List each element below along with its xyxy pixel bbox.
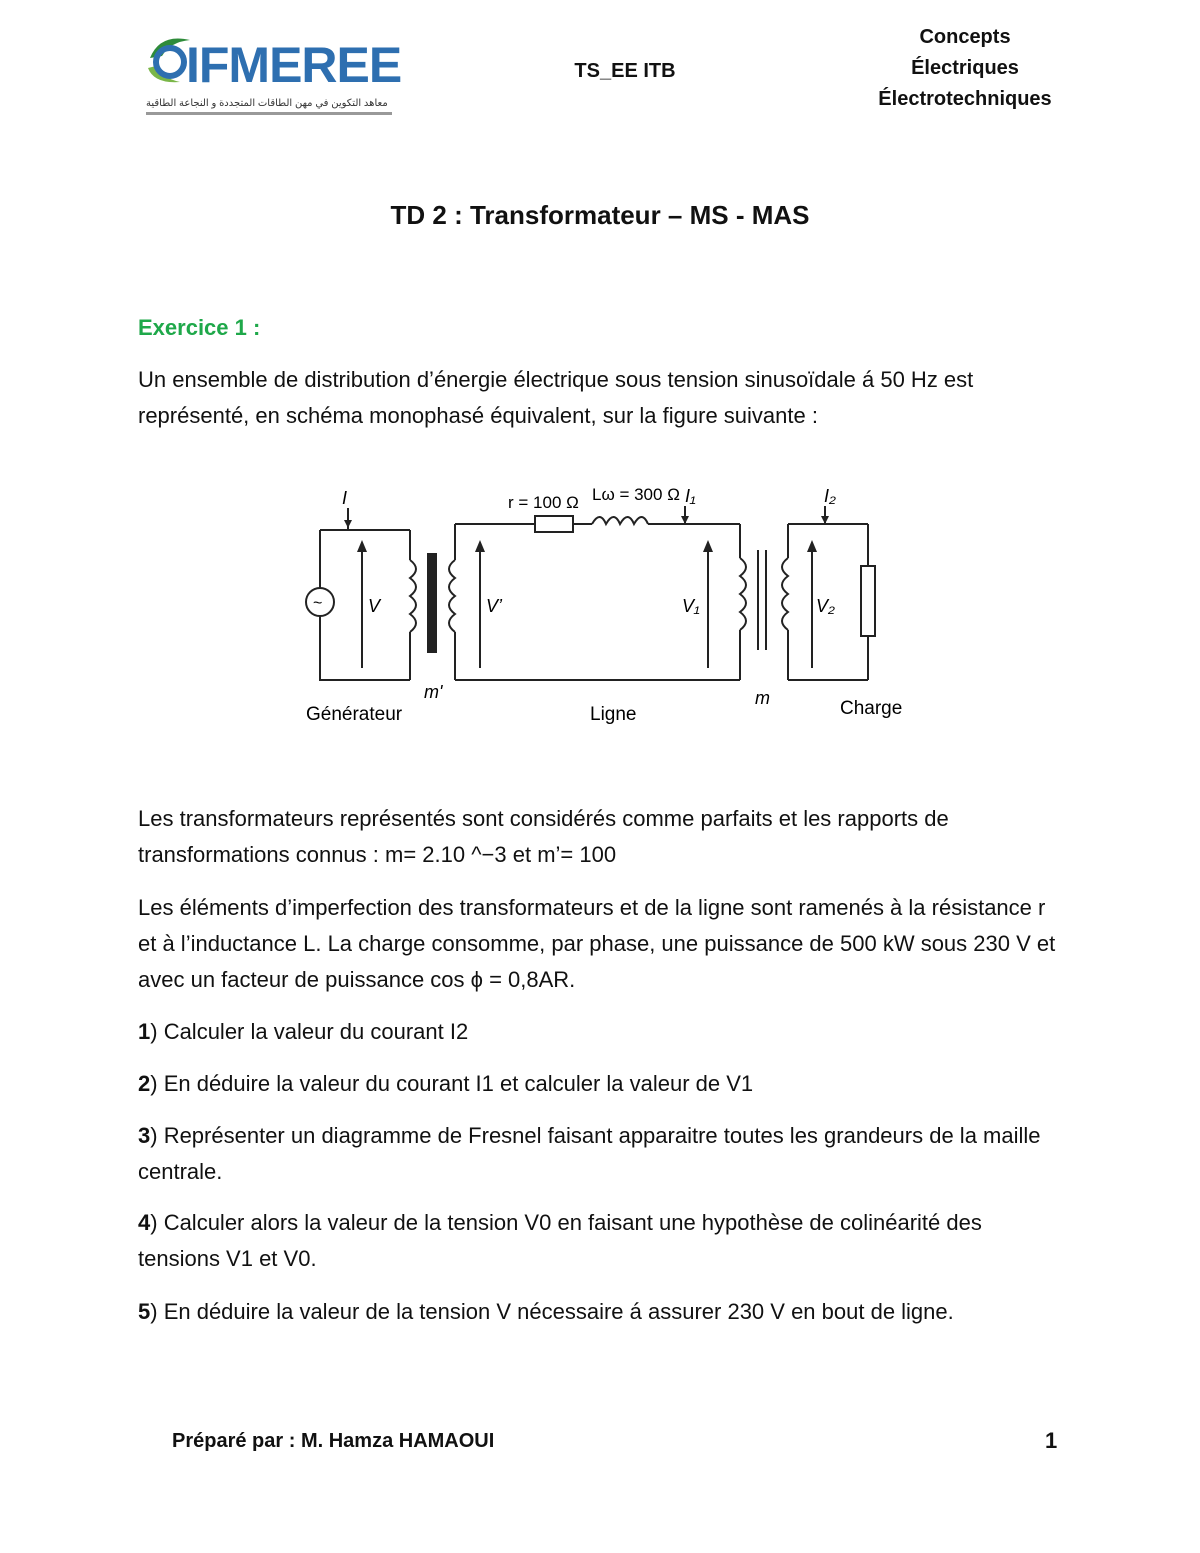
question-5-text: ) En déduire la valeur de la tension V nécessaire á assurer 230 V en bout de ligne.: [150, 1299, 954, 1324]
generator-label: Générateur: [306, 704, 403, 725]
course-code: TS_EE ITB: [574, 60, 676, 82]
current-I2-label: I₂: [824, 486, 836, 506]
question-4: [138, 1205, 1068, 1277]
voltage-Vp-label: V’: [486, 596, 503, 616]
page-number: 1: [1045, 1428, 1058, 1453]
document-title: TD 2 : Transformateur – MS - MAS: [390, 200, 810, 230]
question-1-number: 1: [138, 1019, 151, 1044]
source-symbol: ~: [313, 595, 323, 612]
exercise-intro: Un ensemble de distribution d’énergie électrique sous tension sinusoïdale á 50 Hz est représenté, en schéma monophasé équivalent, sur la figure suivante :: [138, 367, 974, 428]
line-label: Ligne: [590, 704, 637, 725]
header-line-1: Concepts: [919, 26, 1011, 48]
ifmeree-logo: [140, 28, 402, 120]
logo-text: IFMEREE: [186, 37, 402, 93]
ratio-mp-label: m': [424, 682, 443, 702]
paragraph-transformers: Les transformateurs représentés sont considérés comme parfaits et les rapports de transformations connus : m= 2.10 ^−3 et m’= 100: [138, 806, 949, 867]
header-line-3: Électrotechniques: [878, 88, 1052, 110]
resistor-label: r = 100 Ω: [508, 493, 579, 512]
question-4-text: ) Calculer alors la valeur de la tension V0 en faisant une hypothèse de colinéarité des tensions V1 et V0.: [138, 1210, 982, 1271]
footer-author: Préparé par : M. Hamza HAMAOUI: [172, 1430, 495, 1452]
load-label: Charge: [840, 698, 903, 719]
inductor-label: Lω = 300 Ω: [592, 485, 680, 504]
question-3-number: 3: [138, 1123, 151, 1148]
logo-subtitle: معاهد التكوين في مهن الطاقات المتجددة و النجاعة الطاقية: [146, 98, 388, 109]
question-3: [138, 1118, 1068, 1190]
voltage-V-label: V: [368, 596, 381, 616]
header-module: [840, 22, 1090, 115]
voltage-V2-label: V₂: [816, 596, 835, 616]
question-1: [138, 1014, 1068, 1050]
question-2-number: 2: [138, 1071, 151, 1096]
question-2: [138, 1066, 1068, 1102]
question-4-number: 4: [138, 1210, 151, 1235]
voltage-V1-label: V₁: [682, 596, 700, 616]
circuit-diagram: [300, 478, 910, 738]
current-I1-label: I₁: [685, 486, 696, 506]
question-5: [138, 1294, 1068, 1330]
ratio-m-label: m: [755, 688, 770, 708]
question-3-text: ) Représenter un diagramme de Fresnel faisant apparaitre toutes les grandeurs de la maille centrale.: [138, 1123, 1041, 1184]
question-1-text: ) Calculer la valeur du courant I2: [150, 1019, 469, 1044]
current-I-label: I: [342, 488, 348, 508]
paragraph-imperfections: Les éléments d’imperfection des transformateurs et de la ligne sont ramenés à la résistance r et à l’inductance L. La charge consomme, par phase, une puissance de 500 kW sous 230 V et avec un facteur de puissance cos ϕ = 0,8AR.: [138, 895, 1056, 992]
header-line-2: Électriques: [911, 57, 1019, 79]
exercise-title: Exercice 1 :: [138, 315, 261, 340]
question-5-number: 5: [138, 1299, 151, 1324]
question-2-text: ) En déduire la valeur du courant I1 et calculer la valeur de V1: [150, 1071, 754, 1096]
